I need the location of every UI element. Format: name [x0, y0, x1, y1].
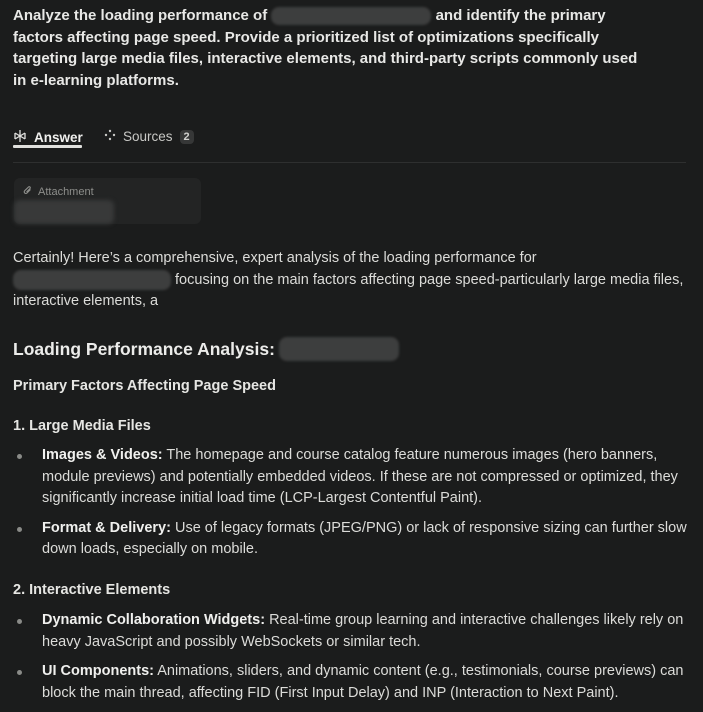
analysis-heading-text: Loading Performance Analysis:	[13, 338, 275, 359]
section-title-media: 1. Large Media Files	[13, 418, 151, 434]
sources-icon	[104, 129, 116, 144]
attachment-label: Attachment	[38, 186, 94, 198]
primary-factors-heading: Primary Factors Affecting Page Speed	[13, 378, 276, 394]
redacted-site-name	[271, 7, 431, 25]
list-item: Format & Delivery: Use of legacy formats (JPEG/PNG) or lack of responsive sizing can further slow down loads, especially on mobile.	[13, 518, 693, 561]
media-factors-list	[13, 445, 693, 569]
active-tab-indicator	[13, 145, 82, 148]
list-item: Images & Videos: The homepage and course catalog feature numerous images (hero banners, module previews) and potentially embedded videos. If these are not compressed or optimized, they significantly increase initial load time (LCP-Largest Contentful Paint).	[13, 445, 693, 510]
redacted-site-name	[13, 270, 171, 290]
answer-logo-icon	[13, 129, 27, 146]
query-text-before: Analyze the loading performance of	[13, 7, 268, 24]
query-text-after: and identify the primary factors affecting page speed. Provide a prioritized list of optimizations specifically targeting large media files, interactive elements, and third-party scripts commonly used in e-learning platforms.	[13, 7, 638, 89]
list-item: UI Components: Animations, sliders, and dynamic content (e.g., testimonials, course previews) can block the main thread, affecting FID (First Input Delay) and INP (Interaction to Next Paint).	[13, 661, 693, 704]
user-query	[13, 5, 653, 91]
answer-tabs	[13, 124, 686, 163]
sources-count-badge: 2	[180, 130, 194, 144]
list-item: Dynamic Collaboration Widgets: Real-time group learning and interactive challenges likely rely on heavy JavaScript and possibly WebSockets or similar tech.	[13, 610, 693, 653]
analysis-heading	[13, 337, 399, 361]
tab-sources-label: Sources	[123, 129, 173, 144]
paperclip-icon	[23, 185, 33, 199]
attachment-header	[23, 185, 94, 199]
attachment-card[interactable]	[14, 178, 201, 224]
interactive-factors-list	[13, 610, 693, 712]
intro-text-before: Certainly! Here’s a comprehensive, expert analysis of the loading performance for	[13, 250, 537, 266]
intro-text-after: focusing on the main factors affecting page speed-particularly large media files, interactive elements, a	[13, 271, 684, 309]
answer-intro	[13, 248, 693, 313]
redacted-heading-site	[279, 337, 399, 361]
tab-answer-label: Answer	[34, 130, 83, 145]
redacted-attachment-name	[14, 200, 114, 224]
tab-sources[interactable]	[104, 129, 194, 144]
tab-answer[interactable]	[13, 129, 83, 146]
section-title-interactive: 2. Interactive Elements	[13, 582, 171, 598]
